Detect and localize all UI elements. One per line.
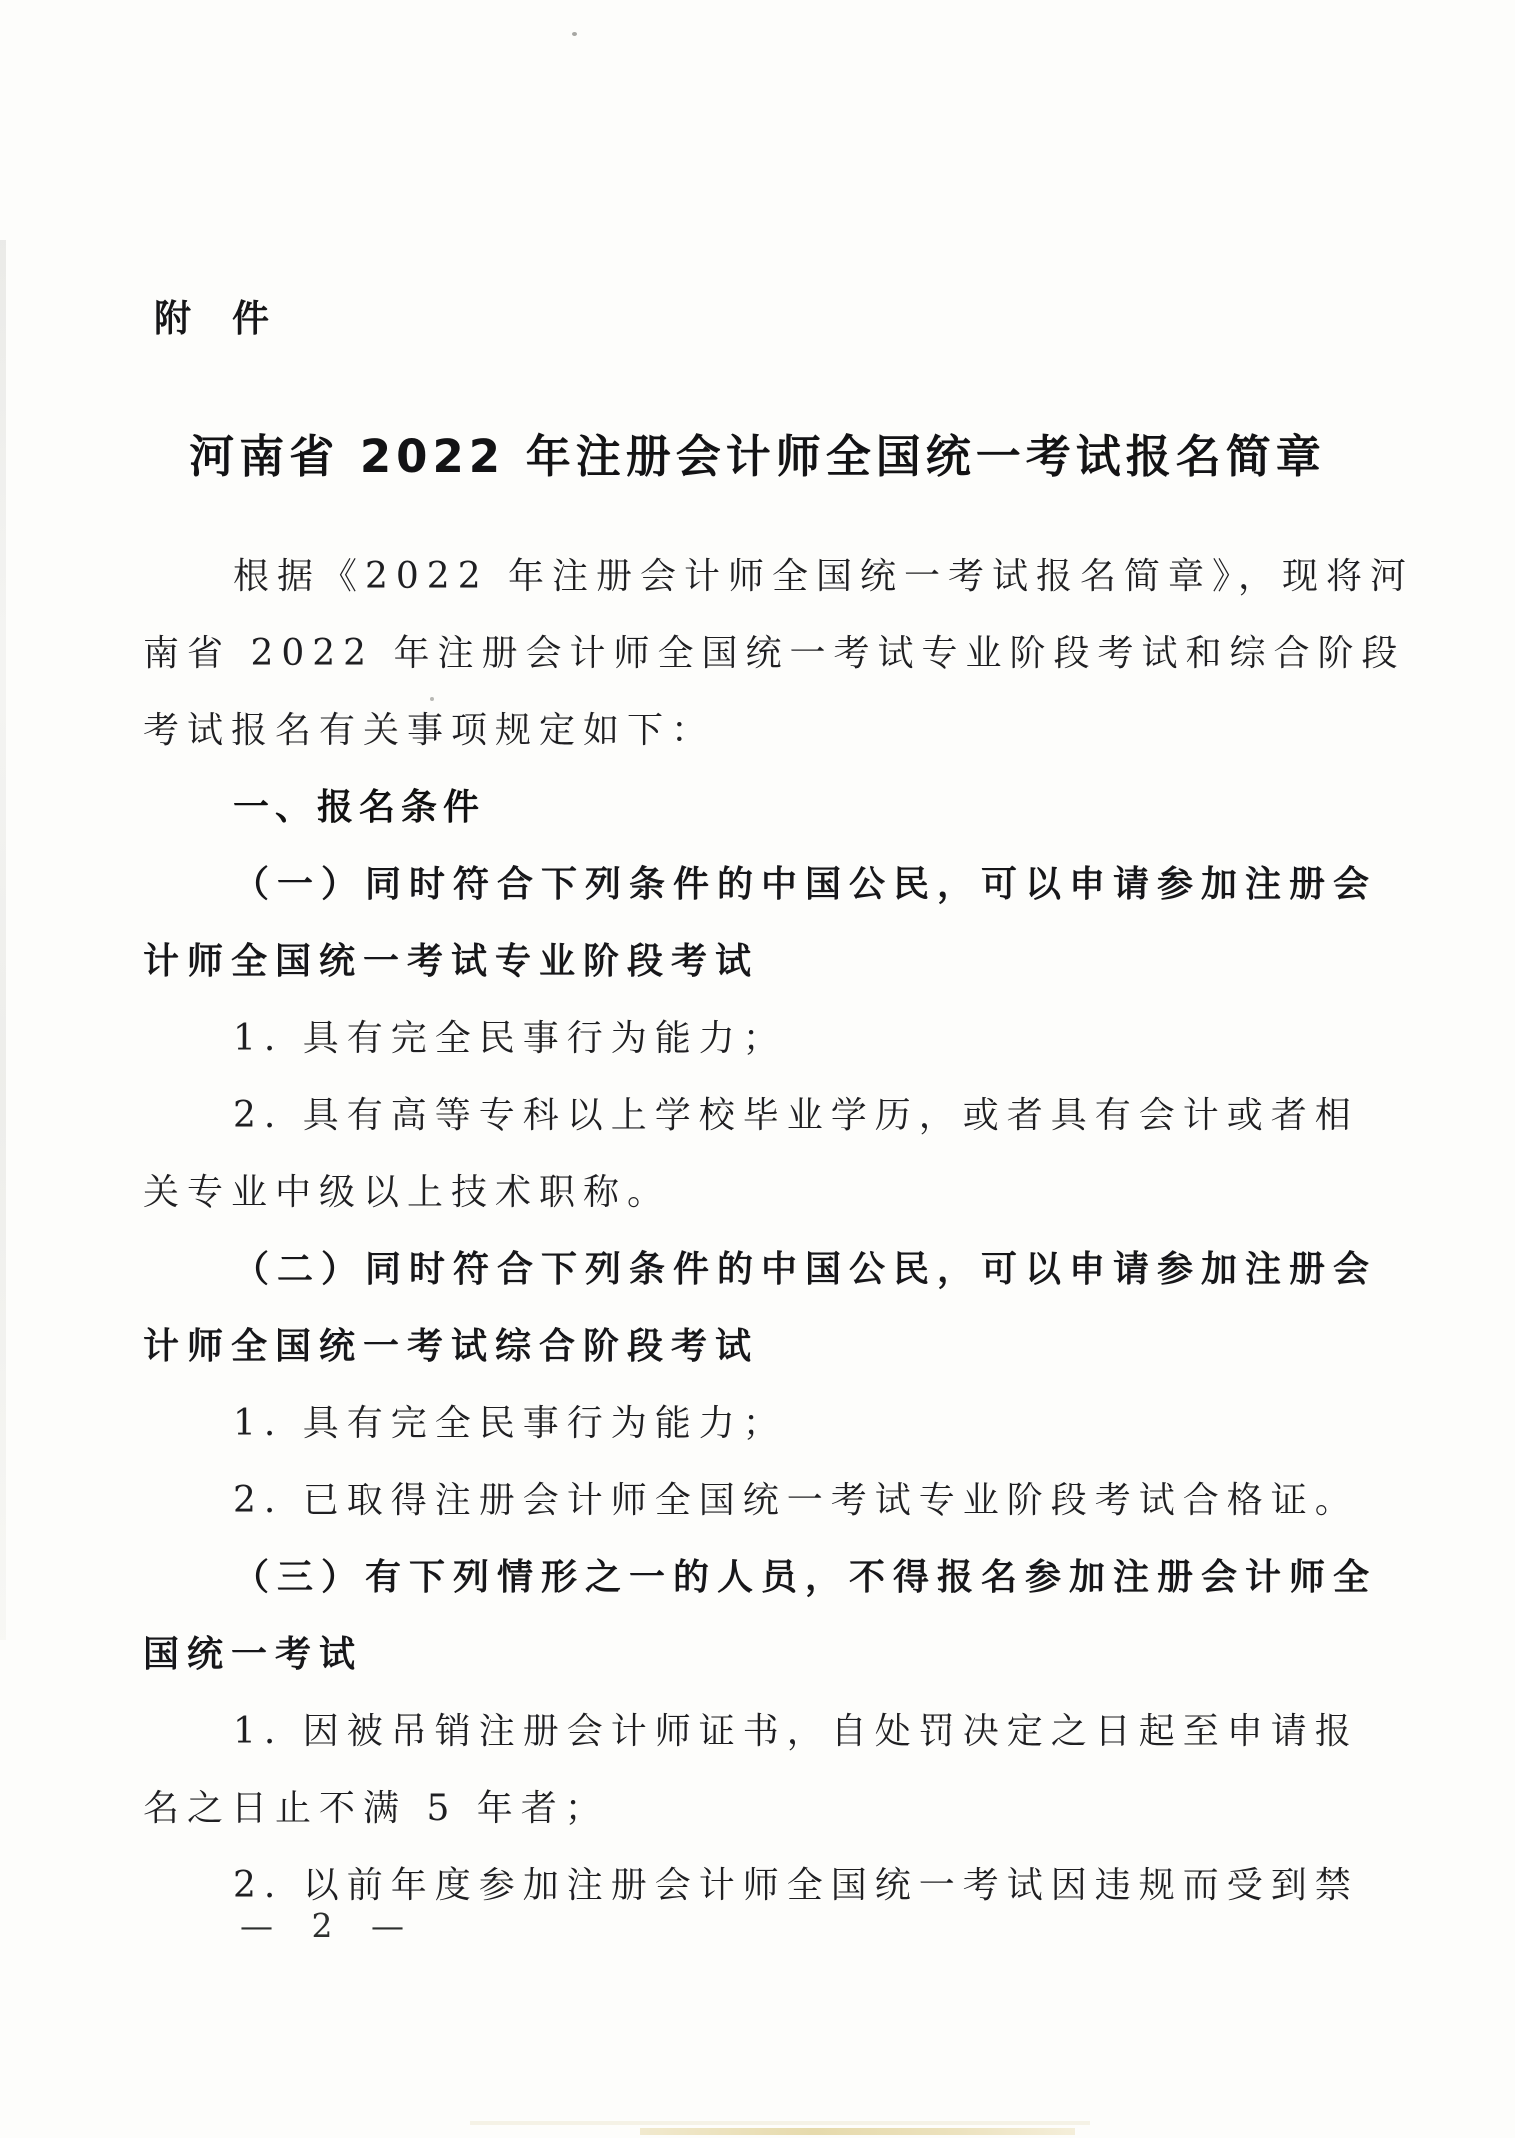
subsection-line: （二）同时符合下列条件的中国公民，可以申请参加注册会 — [233, 1248, 1378, 1290]
body-line: 名之日止不满 5 年者； — [143, 1788, 609, 1829]
section-heading: 一、报名条件 — [233, 787, 486, 828]
body-line: 2. 具有高等专科以上学校毕业学历，或者具有会计或者相 — [233, 1095, 1359, 1136]
subsection-line: 计师全国统一考试专业阶段考试 — [143, 940, 760, 982]
body-line: 考试报名有关事项规定如下： — [143, 710, 716, 751]
body-line: 1. 具有完全民事行为能力； — [233, 1018, 787, 1059]
scan-bottom-artifact — [470, 2121, 1090, 2125]
body-line: 1. 因被吊销注册会计师证书，自处罚决定之日起至申请报 — [233, 1711, 1359, 1752]
document-title: 河南省 2022 年注册会计师全国统一考试报名简章 — [189, 430, 1326, 483]
page-number: — 2 — — [240, 1906, 418, 1945]
subsection-line: 计师全国统一考试综合阶段考试 — [143, 1325, 760, 1367]
subsection-line: （一）同时符合下列条件的中国公民，可以申请参加注册会 — [233, 863, 1378, 905]
body-line: 2. 以前年度参加注册会计师全国统一考试因违规而受到禁 — [233, 1865, 1359, 1906]
body-line: 1. 具有完全民事行为能力； — [233, 1403, 787, 1444]
attachment-label: 附 件 — [154, 297, 271, 340]
body-line: 2. 已取得注册会计师全国统一考试专业阶段考试合格证。 — [233, 1480, 1359, 1521]
body-line: 南省 2022 年注册会计师全国统一考试专业阶段考试和综合阶段 — [143, 633, 1406, 674]
scan-bottom-artifact — [640, 2128, 1075, 2135]
subsection-line: （三）有下列情形之一的人员，不得报名参加注册会计师全 — [233, 1556, 1378, 1598]
scan-speck — [572, 32, 577, 36]
document-body — [143, 538, 1415, 1924]
body-line: 关专业中级以上技术职称。 — [143, 1172, 672, 1213]
subsection-line: 国统一考试 — [143, 1633, 364, 1675]
body-line: 根据《2022 年注册会计师全国统一考试报名简章》，现将河 — [233, 556, 1415, 597]
